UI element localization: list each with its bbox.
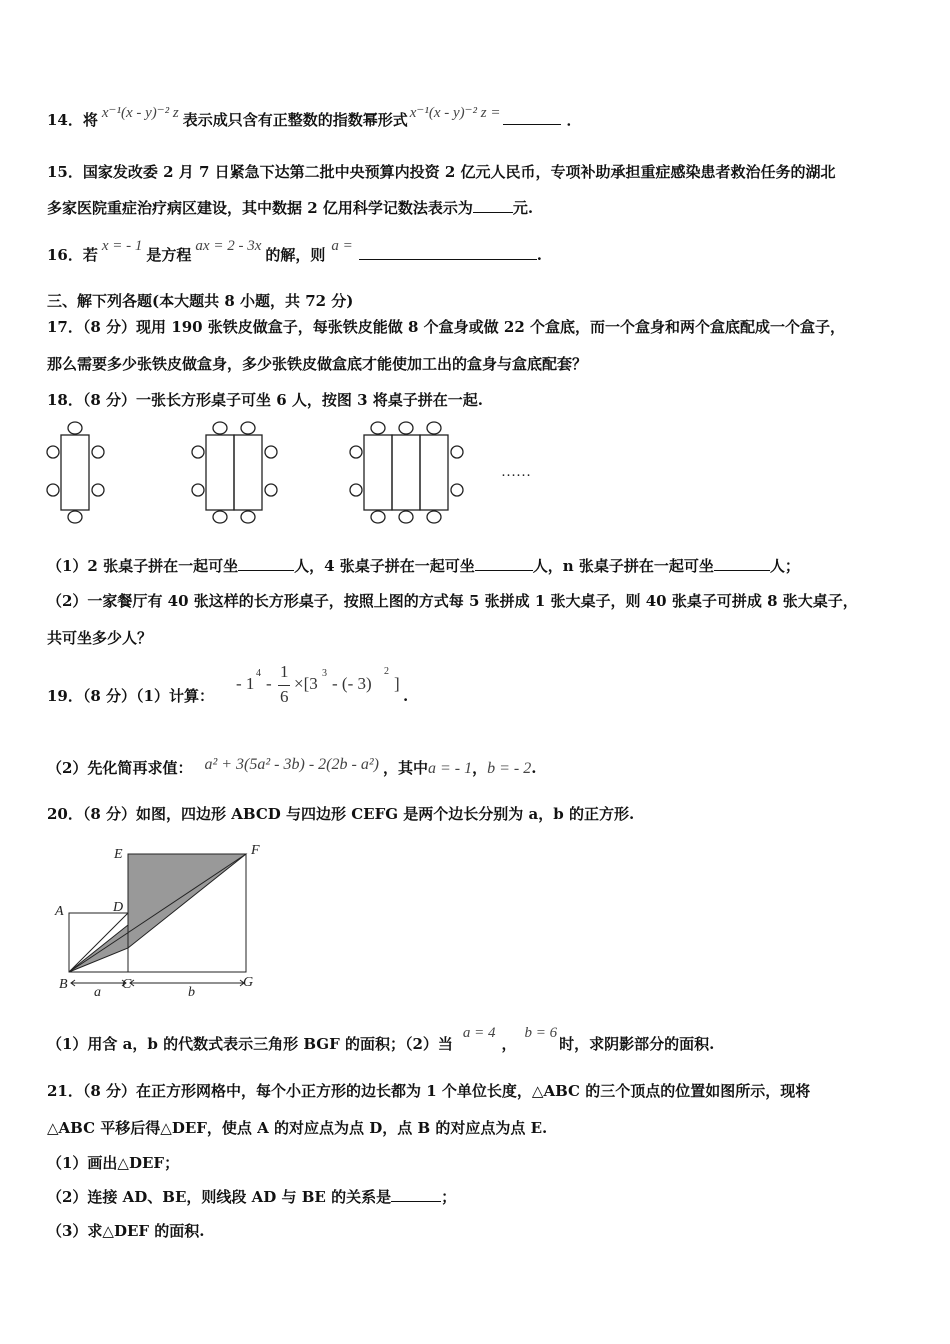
q20-part-1	[47, 1025, 715, 1055]
q20-line-1: 20．（8 分）如图，四边形 ABCD 与四边形 CEFG 是两个边长分别为 a，b 的正方形.	[47, 805, 635, 823]
q20-part-1-text: （1）用含 a，b 的代数式表示三角形 BGF 的面积；（2）当	[47, 1035, 453, 1053]
table-group-1	[47, 422, 104, 523]
q21-part-3: （3）求△DEF 的面积.	[47, 1222, 205, 1240]
q19-fraction-numerator: 1	[280, 662, 289, 681]
q16-equation: ax = 2 - 3x	[195, 238, 262, 254]
squares-figure	[48, 838, 278, 1003]
continuation-dots: ……	[501, 464, 531, 480]
shaded-region	[128, 854, 246, 948]
label-length-a: a	[94, 985, 101, 1000]
q17-line-2: 那么需要多少张铁皮做盒身，多少张铁皮做盒底才能使加工出的盒身与盒底配套？	[47, 355, 588, 373]
q15-text: 多家医院重症治疗病区建设，其中数据 2 亿用科学记数法表示为	[47, 199, 473, 217]
q21-line-1: 21．（8 分）在正方形网格中，每个小正方形的边长都为 1 个单位长度，△ABC 的三个顶点的位置如图所示，现将	[47, 1082, 811, 1100]
q18-line-1: 18．（8 分）一张长方形桌子可坐 6 人，按图 3 将桌子拼在一起.	[47, 391, 484, 409]
q19-expression-2: a² + 3(5a² - 3b) - 2(2b - a²)	[204, 756, 379, 773]
q18-part-1-text-a: （1）2 张桌子拼在一起可坐	[47, 557, 239, 575]
q19-bracket-close: ]	[394, 674, 400, 693]
q19-part-2-text: （2）先化简再求值：	[47, 759, 193, 777]
q15-line-1: 15．国家发改委 2 月 7 日紧急下达第二批中央预算内投资 2 亿元人民币，专项补助承担重症感染患者救治任务的湖北	[47, 163, 836, 181]
q19-part-1	[47, 686, 214, 706]
q19-part-1-end: .	[403, 687, 409, 705]
q15-line-2	[47, 198, 533, 218]
q19-exponent-1: 4	[256, 668, 261, 679]
q14-text: 表示成只含有正整数的指数幂形式	[182, 111, 408, 129]
q19-bracket-open: ×[3	[294, 674, 318, 693]
q14-number: 14．将	[47, 111, 98, 129]
label-c: C	[122, 977, 132, 992]
q14-end: ．	[566, 111, 582, 129]
q16-line	[47, 238, 542, 266]
q21-part-2-text: （2）连接 AD、BE，则线段 AD 与 BE 的关系是	[47, 1188, 392, 1206]
section-heading: 三、解下列各题(本大题共 8 小题，共 72 分)	[47, 292, 354, 310]
q18-part-1	[47, 556, 800, 576]
q20-part-1-end: 时，求阴影部分的面积.	[559, 1035, 715, 1053]
q16-answer-blank[interactable]	[359, 259, 537, 260]
q14-answer-blank[interactable]	[503, 124, 561, 125]
label-length-b: b	[188, 985, 195, 1000]
q18-part-2-line-2: 共可坐多少人？	[47, 629, 153, 647]
q20-value-b: b = 6	[524, 1025, 558, 1041]
q15-answer-blank[interactable]	[473, 212, 513, 213]
q18-part-1-text-b: 人，4 张桌子拼在一起可坐	[294, 557, 475, 575]
q19-part-2	[47, 758, 536, 779]
q19-fraction-bar	[278, 685, 290, 686]
q19-exponent-3: 2	[384, 666, 389, 677]
q15-unit: 元.	[512, 199, 534, 217]
table-group-3	[350, 422, 463, 523]
q18-blank-3[interactable]	[714, 570, 770, 571]
q21-line-2: △ABC 平移后得△DEF，使点 A 的对应点为点 D，点 B 的对应点为点 E.	[47, 1119, 548, 1137]
q20-value-a: a = 4	[462, 1025, 496, 1041]
q14-expression: x⁻¹(x - y)⁻² z	[101, 105, 179, 121]
q16-expression-a: a =	[331, 238, 353, 254]
table-arrangement-figure	[40, 420, 560, 530]
label-g: G	[243, 975, 254, 990]
q16-text-2: 的解，则	[265, 246, 326, 264]
q21-answer-blank[interactable]	[391, 1201, 441, 1202]
label-e: E	[114, 847, 123, 862]
table-group-2	[192, 422, 277, 523]
q16-expression-x: x = - 1	[101, 238, 143, 254]
q19-separator: ，	[472, 759, 488, 777]
q19-fraction-denominator: 6	[280, 687, 289, 706]
q16-end: .	[536, 246, 542, 264]
q14-expression-2: x⁻¹(x - y)⁻² z =	[409, 105, 501, 121]
q16-number: 16．若	[47, 246, 98, 264]
shaded-region-lower	[69, 925, 128, 972]
q18-blank-1[interactable]	[238, 570, 294, 571]
q19-part-1-text: 19．（8 分）（1）计算：	[47, 687, 214, 705]
q18-part-1-text-c: 人，n 张桌子拼在一起可坐	[532, 557, 714, 575]
q19-part-2-end: .	[531, 759, 537, 777]
q19-minus: -	[266, 674, 272, 693]
q19-value-b: b = - 2	[487, 760, 532, 777]
label-d: D	[113, 900, 124, 915]
q16-text: 是方程	[146, 246, 192, 264]
q21-part-1: （1）画出△DEF；	[47, 1154, 180, 1172]
q18-part-2-line-1: （2）一家餐厅有 40 张这样的长方形桌子，按照上图的方式每 5 张拼成 1 张大桌子，则 40 张桌子可拼成 8 张大桌子，	[47, 592, 858, 610]
label-a: A	[55, 904, 64, 919]
q19-term-2: - (- 3)	[332, 674, 372, 693]
q19-exponent-2: 3	[322, 668, 327, 679]
q21-part-2-end: ；	[441, 1188, 457, 1206]
q19-value-a: a = - 1	[427, 760, 473, 777]
q17-line-1: 17．（8 分）现用 190 张铁皮做盒子，每张铁皮能做 8 个盒身或做 22 个盒底，而一个盒身和两个盒底配成一个盒子，	[47, 318, 845, 336]
q19-part-2-mid: ，其中	[382, 759, 428, 777]
q21-part-2	[47, 1187, 456, 1207]
label-b: B	[59, 977, 68, 992]
q18-part-1-text-d: 人；	[769, 557, 800, 575]
q14-line	[47, 105, 582, 131]
q20-separator: ，	[501, 1035, 517, 1053]
label-f: F	[251, 843, 260, 858]
q19-term-1: - 1	[236, 674, 255, 693]
q18-blank-2[interactable]	[475, 570, 533, 571]
